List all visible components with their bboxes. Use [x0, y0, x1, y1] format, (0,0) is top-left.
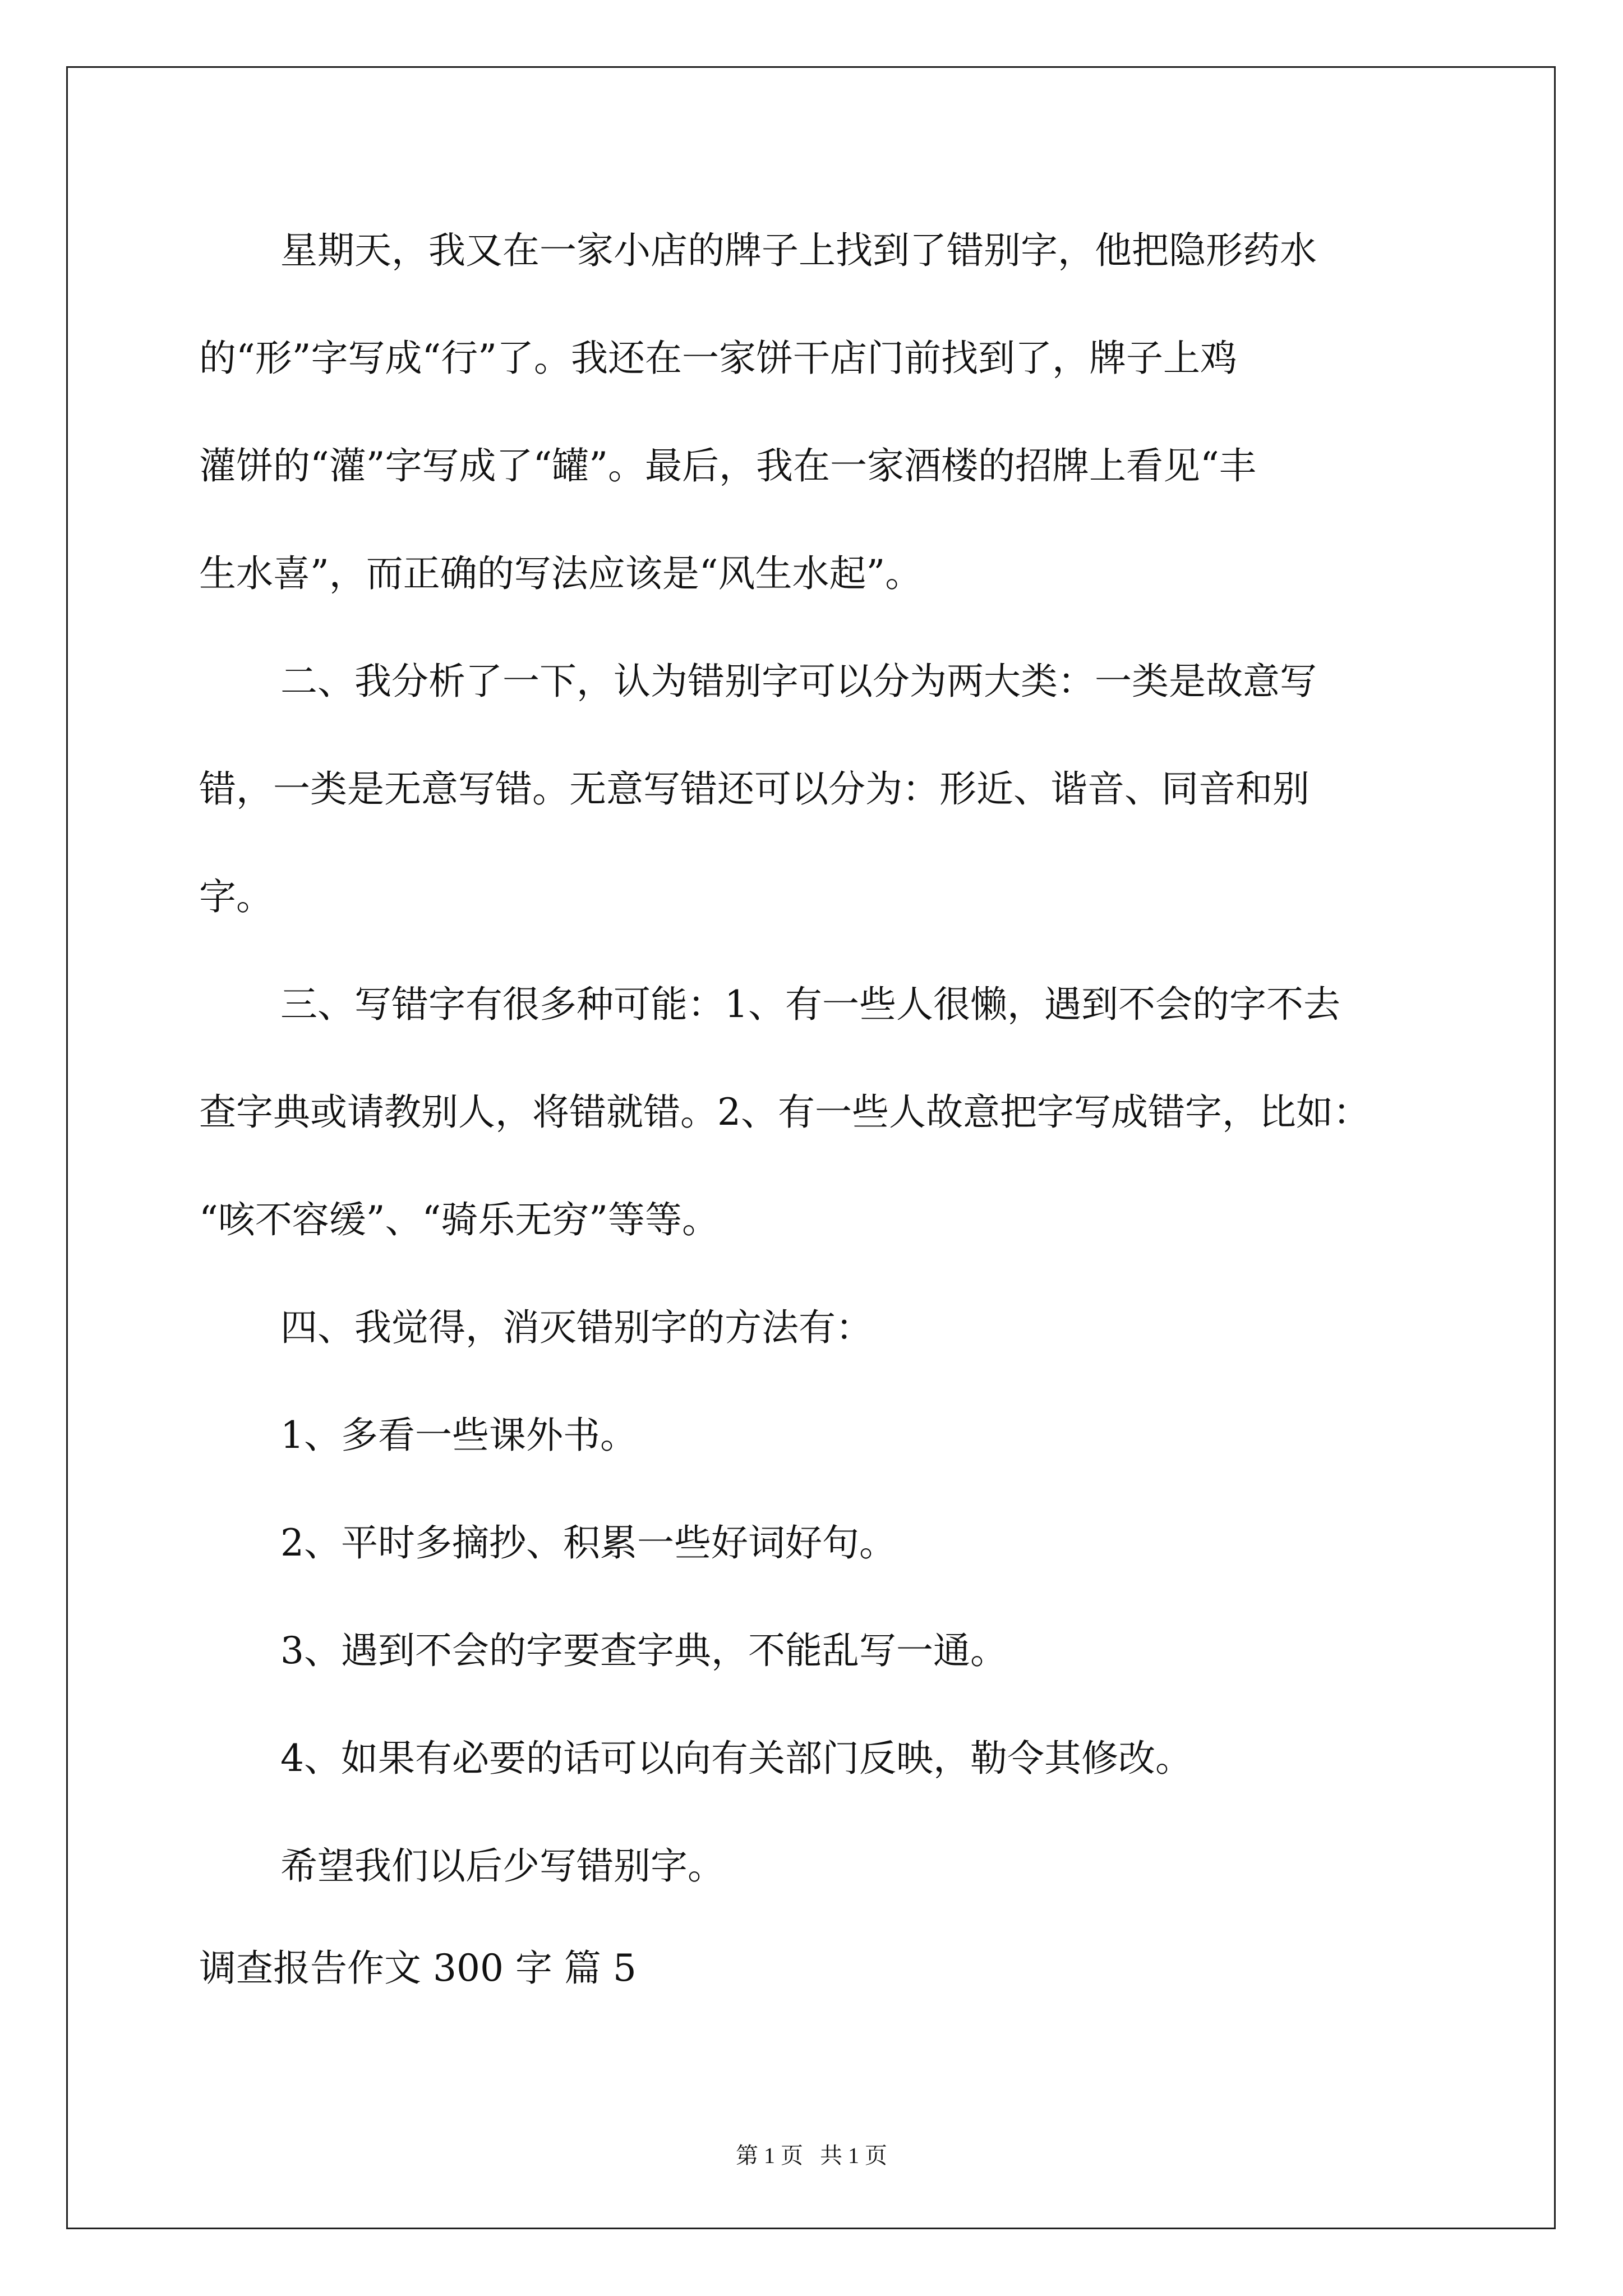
list-item-1: 1、多看一些课外书。 — [280, 1414, 637, 1457]
paragraph-1-line-4: 生水喜”，而正确的写法应该是“风生水起”。 — [199, 552, 923, 595]
closing-sentence: 希望我们以后少写错别字。 — [280, 1844, 725, 1888]
paragraph-3-line-1: 三、写错字有很多种可能：1、有一些人很懒，遇到不会的字不去 — [280, 983, 1340, 1026]
paragraph-2-line-2: 错，一类是无意写错。无意写错还可以分为：形近、谐音、同音和别 — [199, 767, 1310, 811]
paragraph-2-line-1: 二、我分析了一下，认为错别字可以分为两大类：一类是故意写 — [280, 660, 1317, 703]
paragraph-1-line-1: 星期天，我又在一家小店的牌子上找到了错别字，他把隐形药水 — [280, 229, 1317, 272]
paragraph-2-line-3: 字。 — [199, 875, 273, 918]
list-item-3: 3、遇到不会的字要查字典，不能乱写一通。 — [280, 1629, 1007, 1672]
paragraph-3-line-2: 查字典或请教别人，将错就错。2、有一些人故意把字写成错字，比如： — [199, 1091, 1370, 1134]
paragraph-4: 四、我觉得，消灭错别字的方法有： — [280, 1306, 873, 1349]
page-footer: 第 1 页 共 1 页 — [736, 2143, 887, 2168]
paragraph-1-line-3: 灌饼的“灌”字写成了“罐”。最后，我在一家酒楼的招牌上看见“丰 — [199, 444, 1256, 487]
page-border — [66, 66, 1556, 2229]
list-item-4: 4、如果有必要的话可以向有关部门反映，勒令其修改。 — [280, 1737, 1192, 1780]
list-item-2: 2、平时多摘抄、积累一些好词好句。 — [280, 1521, 896, 1565]
section-heading: 调查报告作文 300 字 篇 5 — [199, 1947, 637, 1990]
paragraph-3-line-3: “咳不容缓”、“骑乐无穷”等等。 — [199, 1198, 719, 1241]
paragraph-1-line-2: 的“形”字写成“行”了。我还在一家饼干店门前找到了，牌子上鸡 — [199, 337, 1237, 380]
